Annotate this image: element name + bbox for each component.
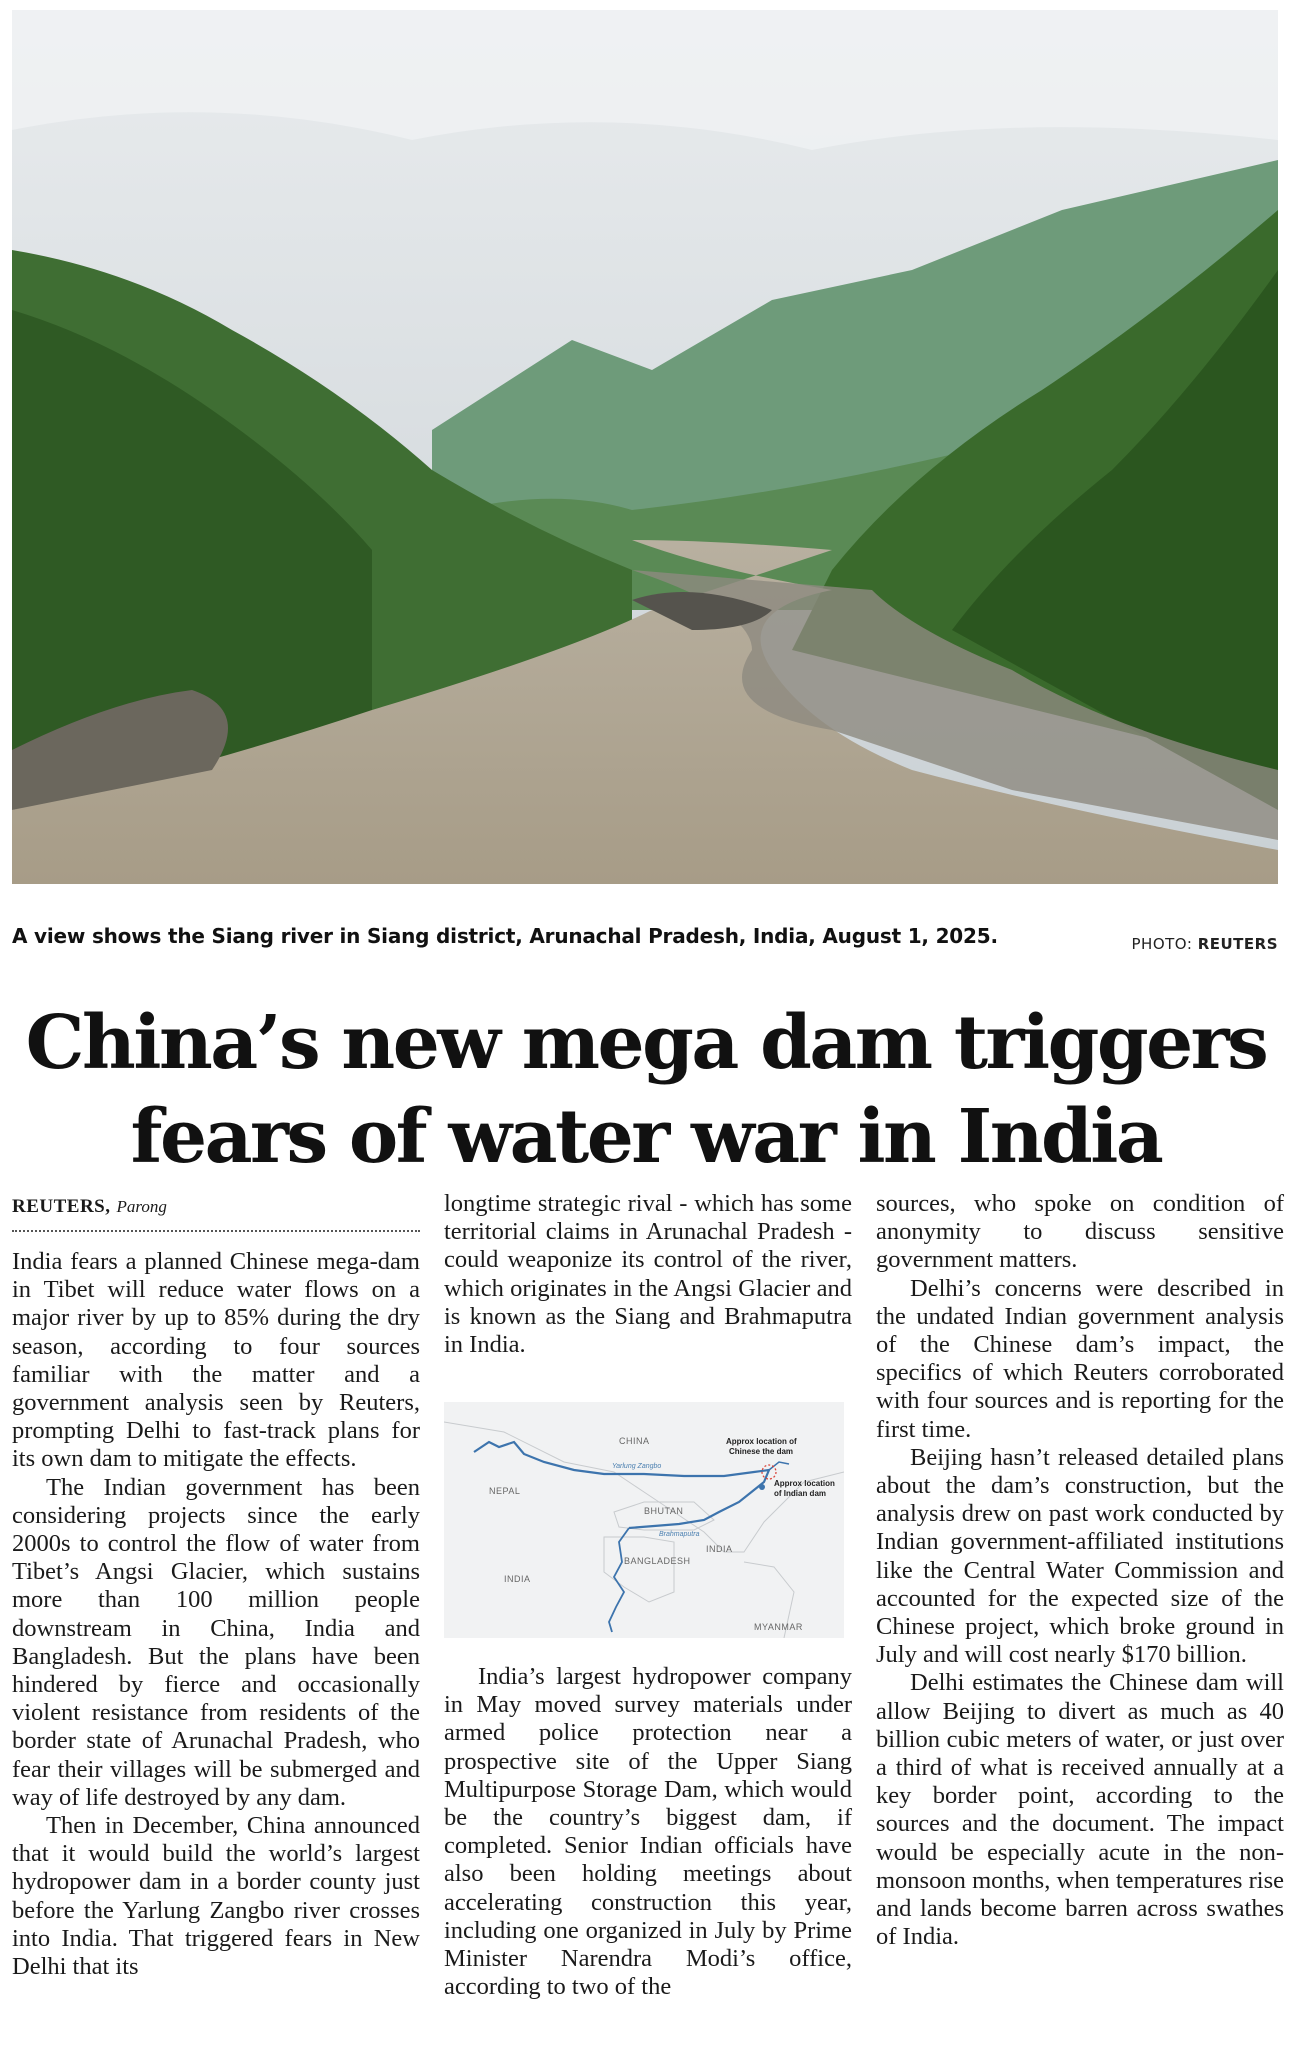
article-paragraph: The Indian government has been considering projects since the early 2000s to control the flow of water from Tibet’s Angsi Glacier, which sustains more than 100 million people downstream in China, India and Bangladesh. But the plans have been hindered by fierce and occasionally violent resistance from residents of the border state of Arunachal Pradesh, who fear their villages will be submerged and way of life destroyed by any dam. xyxy=(12,1473,420,1811)
landscape-illustration xyxy=(12,10,1278,884)
map-label-india-east: INDIA xyxy=(706,1544,733,1554)
map-label-brahmaputra: Brahmaputra xyxy=(659,1531,700,1538)
map-note-indian-dam-1: Approx location xyxy=(774,1479,835,1488)
map-label-bhutan: BHUTAN xyxy=(644,1506,684,1516)
river-map xyxy=(444,1402,844,1638)
map-note-chinese-dam-2: Chinese the dam xyxy=(729,1447,794,1456)
article-column-2 xyxy=(444,1190,852,1359)
map-label-nepal: NEPAL xyxy=(489,1486,521,1496)
byline xyxy=(12,1196,420,1232)
map-label-india-west: INDIA xyxy=(504,1574,531,1584)
article-paragraph: Delhi’s concerns were described in the undated Indian government analysis of the Chinese dam’s impact, the specifics of which Reuters corroborated with four sources and is reporting for the first time. xyxy=(876,1274,1284,1443)
photo-credit-source: REUTERS xyxy=(1197,935,1278,953)
article-paragraph: longtime strategic rival - which has some territorial claims in Arunachal Pradesh - could weaponize its control of the river, which originates in the Angsi Glacier and is known as the Siang and Brahmaputra in India. xyxy=(444,1190,852,1359)
article-paragraph: India fears a planned Chinese mega-dam in Tibet will reduce water flows on a major river by up to 85% during the dry season, according to four sources familiar with the matter and a government analysis seen by Reuters, prompting Delhi to fast-track plans for its own dam to mitigate the effects. xyxy=(12,1248,420,1473)
article-paragraph: Beijing hasn’t released detailed plans about the dam’s construction, but the analysis drew on past work conducted by Indian government-affiliated institutions like the Central Water Commission and accounted for the expected size of the Chinese project, which broke ground in July and will cost nearly $170 billion. xyxy=(876,1443,1284,1669)
headline-line-2: fears of water war in India xyxy=(130,1094,1162,1180)
article-paragraph: India’s largest hydropower company in May moved survey materials under armed police protection near a prospective site of the Upper Siang Multipurpose Storage Dam, which would be the country’s biggest dam, if completed. Senior Indian officials have also been holding meetings about accelerating construction this year, including one organized in July by Prime Minister Narendra Modi’s office, according to two of the xyxy=(444,1663,852,2001)
article-column-2-lower xyxy=(444,1663,852,2001)
map-note-chinese-dam-1: Approx location of xyxy=(726,1437,797,1446)
article-paragraph: sources, who spoke on condition of anonymity to discuss sensitive government matters. xyxy=(876,1190,1284,1274)
article-column-1 xyxy=(12,1248,420,1981)
headline-line-1: China’s new mega dam triggers xyxy=(25,1000,1267,1086)
river-lower xyxy=(609,1528,629,1632)
map-note-indian-dam-2: of Indian dam xyxy=(774,1489,826,1498)
byline-place: Parong xyxy=(116,1197,167,1216)
river-main xyxy=(474,1442,769,1528)
map-label-bangladesh: BANGLADESH xyxy=(624,1556,691,1566)
article-paragraph: Delhi estimates the Chinese dam will allow Beijing to divert as much as 40 billion cubic meters of water, or just over a third of what is received annually at a key border point, according to the sources and the document. The impact would be especially acute in the non-monsoon months, when temperatures rise and lands become barren across swathes of India. xyxy=(876,1669,1284,1951)
headline xyxy=(0,996,1292,1184)
article-paragraph: Then in December, China announced that it would build the world’s largest hydropower dam in a border county just before the Yarlung Zangbo river crosses into India. That triggered fears in New Delhi that its xyxy=(12,1812,420,1981)
indian-dam-marker xyxy=(759,1484,765,1490)
map-label-china: CHINA xyxy=(619,1436,650,1446)
map-label-myanmar: MYANMAR xyxy=(754,1622,803,1632)
river-valley-photo xyxy=(12,10,1278,884)
byline-agency: REUTERS, xyxy=(12,1196,111,1217)
photo-credit xyxy=(1132,935,1278,953)
map-graphic xyxy=(444,1402,844,1638)
map-label-yarlung-zangbo: Yarlung Zangbo xyxy=(612,1463,662,1470)
article-column-3 xyxy=(876,1190,1284,1951)
photo-credit-label: PHOTO: xyxy=(1131,935,1193,953)
photo-caption: A view shows the Siang river in Siang district, Arunachal Pradesh, India, August 1, 2025. xyxy=(12,924,998,948)
